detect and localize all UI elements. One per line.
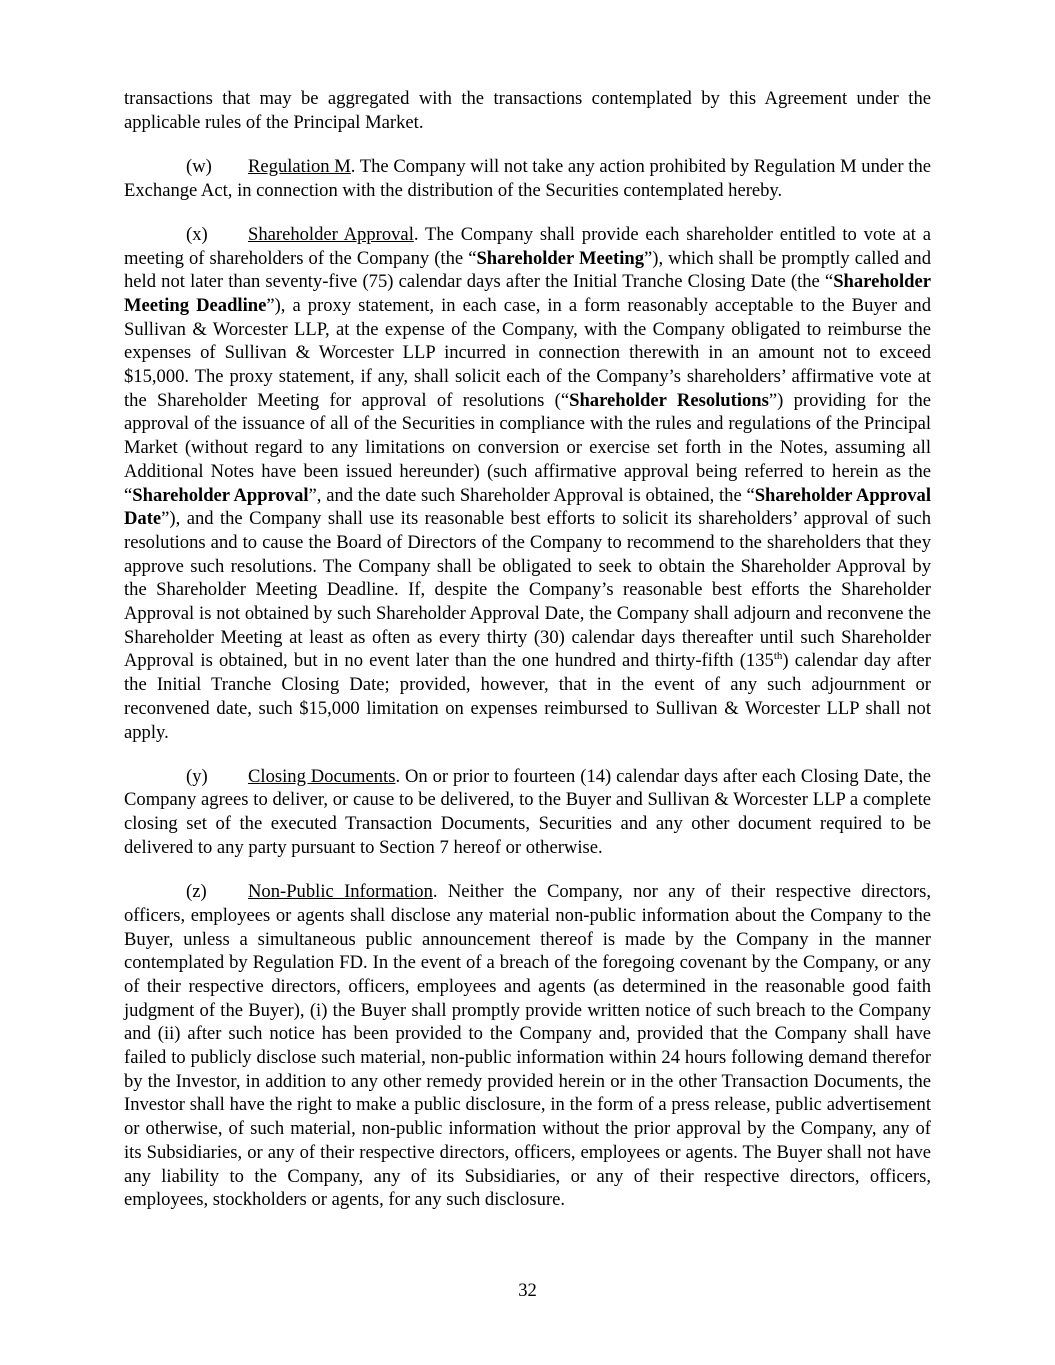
section-x-text-6: ”), and the Company shall use its reasonable best efforts to solicit its shareholders’ approval of such resolutions and to cause the Board of Directors of the Company to recommend to the shareholders that they approve such resolutions. The Company shall be obligated to seek to obtain the Shareholder Approval by the Shareholder Meeting Deadline. If, despite the Company’s reasonable best efforts the Shareholder Approval is not obtained by such Shareholder Approval Date, the Company shall adjourn and reconvene the Shareholder Meeting at least as often as every thirty (30) calendar days thereafter until such Shareholder Approval is obtained, but in no event later than the one hundred and thirty-fifth (135 <box>124 508 931 672</box>
section-z-text: . Neither the Company, nor any of their respective directors, officers, employees or agents shall disclose any material non-public information about the Company to the Buyer, unless a simultaneous public announcement thereof is made by the Company in the manner contemplated by Regulation FD. In the event of a breach of the foregoing covenant by the Company, or any of their respective directors, officers, employees and agents (as determined in the reasonable good faith judgment of the Buyer), (i) the Buyer shall promptly provide written notice of such breach to the Company and (ii) after such notice has been provided to the Company and, provided that the Company shall have failed to publicly disclose such material, non-public information within 24 hours following demand therefor by the Investor, in addition to any other remedy provided herein or in the other Transaction Documents, the Investor shall have the right to make a public disclosure, in the form of a press release, public advertisement or otherwise, of such material, non-public information without the prior approval by the Company, any of its Subsidiaries, or any of their respective directors, officers, employees or agents. The Buyer shall not have any liability to the Company, any of its Subsidiaries, or any of their respective directors, officers, employees, stockholders or agents, for any such disclosure. <box>124 881 931 1211</box>
section-y-heading: Closing Documents <box>248 765 396 787</box>
page-number: 32 <box>518 1280 537 1301</box>
section-x-text-2: ”), which shall be promptly called and held not later than seventy-five (75) calendar days after the Initial Tranche Closing Date (the “ <box>124 247 932 293</box>
section-w-text: . The Company will not take any action prohibited by Regulation M under the Exchange Act, in connection with the distribution of the Securities contemplated hereby. <box>124 155 931 201</box>
defined-term-shareholder-approval-date: Shareholder Approval Date <box>124 484 931 530</box>
section-z-heading: Non-Public Information <box>248 881 433 903</box>
section-x-text-1: . The Company shall provide each shareholder entitled to vote at a meeting of shareholders of the Company (the “ <box>124 223 931 269</box>
section-w-heading: Regulation M <box>248 155 351 177</box>
defined-term-shareholder-resolutions: Shareholder Resolutions <box>569 389 769 411</box>
section-x-text-3: ”), a proxy statement, in each case, in a form reasonably acceptable to the Buyer and Sullivan & Worcester LLP, at the expense of the Company, with the Company obligated to reimburse the expenses of Sullivan & Worcester LLP incurred in connection therewith in an amount not to exceed $15,000. The proxy statement, if any, shall solicit each of the Company’s shareholders’ affirmative vote at the Shareholder Meeting for approval of resolutions (“ <box>124 294 931 411</box>
defined-term-shareholder-meeting-deadline: Shareholder Meeting Deadline <box>124 271 931 316</box>
continuation-text: transactions that may be aggregated with the transactions contemplated by this Agreement under the applicable rules of the Principal Market. <box>124 88 931 133</box>
section-z-paragraph <box>124 880 931 1212</box>
defined-term-shareholder-meeting: Shareholder Meeting <box>476 247 645 269</box>
section-x-text-5: ”, and the date such Shareholder Approval is obtained, the “ <box>308 484 755 506</box>
section-z-label: (z) <box>186 881 207 903</box>
section-y-text: . On or prior to fourteen (14) calendar days after each Closing Date, the Company agrees to deliver, or cause to be delivered, to the Buyer and Sullivan & Worcester LLP a complete closing set of the executed Transaction Documents, Securities and any other document required to be delivered to any party pursuant to Section 7 hereof or otherwise. <box>124 765 931 858</box>
section-x-text-4: ”) providing for the approval of the issuance of all of the Securities in compliance with the rules and regulations of the Principal Market (without regard to any limitations on conversion or exercise set forth in the Notes, assuming all Additional Notes have been issued hereunder) (such affirmative approval being referred to herein as the “ <box>124 389 931 506</box>
section-x-paragraph <box>124 223 931 744</box>
defined-term-shareholder-approval: Shareholder Approval <box>132 484 309 506</box>
section-x-heading: Shareholder Approval <box>248 223 414 245</box>
section-y-paragraph <box>124 765 931 860</box>
section-x-label: (x) <box>186 223 208 245</box>
section-w-label: (w) <box>186 155 212 177</box>
section-y-label: (y) <box>186 765 208 787</box>
document-page <box>124 87 931 1232</box>
ordinal-superscript: th <box>773 650 783 663</box>
section-w-paragraph <box>124 155 931 202</box>
continuation-paragraph <box>124 87 931 134</box>
section-x-text-7: ) calendar day after the Initial Tranche Closing Date; provided, however, that in the event of any such adjournment or reconvened date, such $15,000 limitation on expenses reimbursed to Sullivan & Worcester LLP shall not apply. <box>124 650 931 743</box>
